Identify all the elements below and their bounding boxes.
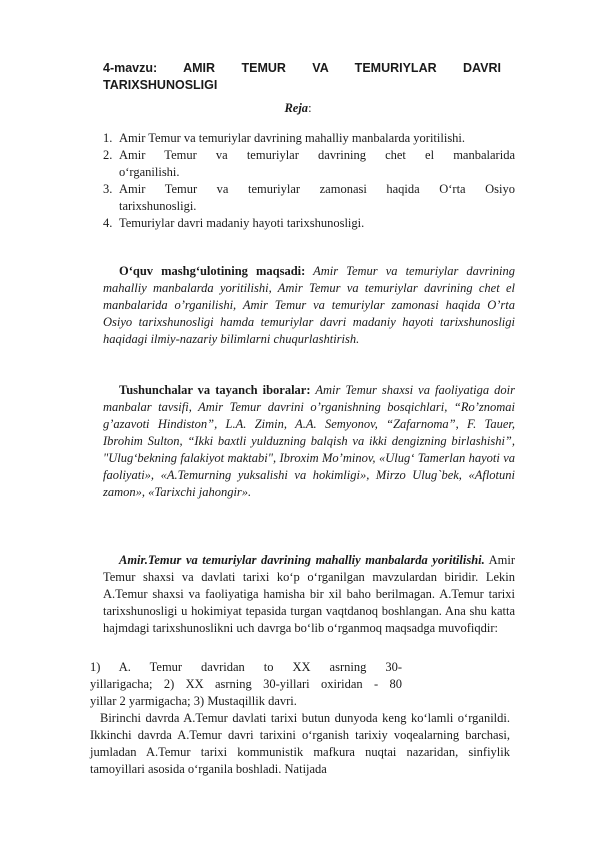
key-terms-paragraph	[103, 382, 515, 501]
plan-item-number: 4.	[103, 216, 113, 230]
periods-line: yillar 2 yarmigacha; 3) Mustaqillik davri.	[90, 694, 297, 708]
plan-heading-colon: :	[308, 101, 312, 115]
section-heading: Amir.Temur va temuriylar davrining mahalliy manbalarda yoritilishi.	[119, 553, 485, 567]
plan-item-number: 1.	[103, 131, 113, 145]
plan-item-text	[119, 181, 515, 215]
topic-title-line-2: TARIXSHUNOSLIGI	[103, 78, 218, 92]
periods-line: 1) A. Temur davridan to XX asrning 30-	[90, 660, 402, 674]
closing-text: Birinchi davrda A.Temur davlati tarixi butun dunyoda keng ko‘lamli o‘rganildi. Ikkinchi davrda A.Temur davri tarixini o‘rganish tarixiy voqealarning barchasi, jumladan A.Temur tarixi kommunistik mafkura nuqtai nazaridan, sinfiylik tamoyillari asosida o‘rganila boshladi. Natijada	[90, 711, 510, 776]
plan-item-text	[119, 215, 515, 232]
lesson-goal-text: Amir Temur va temuriylar davrining mahalliy manbalarda yoritilishi, Amir Temur va temuriylar davrining chet el manbalarida o’rganilishi, Amir Temur va temuriylar zamonasi haqida O’rta Osiyo tarixshunosligi hamda temuriylar davri madaniy hayoti tarixshunosligi haqidagi ilmiy-nazariy bilimlarni chuqurlashtirish.	[103, 264, 516, 346]
plan-item-line: tarixshunosligi.	[119, 199, 197, 213]
plan-item-line: Temuriylar davri madaniy hayoti tarixshunosligi.	[119, 216, 365, 230]
plan-item-text	[119, 130, 515, 147]
plan-item-line: o‘rganilishi.	[119, 165, 180, 179]
key-terms-text: Amir Temur shaxsi va faoliyatiga doir manbalar tavsifi, Amir Temur davrini o’rganishning bosqichlari, “Ro’znomai g’azavoti Hindiston”, L.A. Zimin, A.A. Semyonov, “Zafarnoma”, F. Tauer, Ibrohim Sulton, “Ikki baxtli yulduzning balqish va ikki dengizning birlashishi”, "Ulug‘bekning falakiyot maktabi", Ibroxim Mo’minov, «Ulug‘ Tamerlan hayoti va faoliyati», «A.Temurning yuksalishi va hokimligi», Mirzo Ulug`bek, «Aflotuni zamon», «Tarixchi jahongir».	[103, 383, 516, 499]
topic-title-line-1: 4-mavzu: AMIR TEMUR VA TEMURIYLAR DAVRI	[103, 61, 501, 75]
plan-item-line: Amir Temur va temuriylar davrining mahalliy manbalarda yoritilishi.	[119, 131, 466, 145]
plan-item-number: 3.	[103, 182, 113, 196]
plan-list	[103, 130, 515, 232]
lesson-goal-label: O‘quv mashg‘ulotining maqsadi:	[119, 264, 306, 278]
plan-item-text	[119, 147, 515, 181]
periods-paragraph	[90, 659, 402, 710]
plan-item-line: Amir Temur va temuriylar davrining chet el manbalarida	[119, 148, 515, 162]
section-text: Amir Temur shaxsi va davlati tarixi ko‘p o‘rganilgan mavzulardan biridir. Lekin A.Temur shaxsi va faoliyatiga hamisha bir xil baho berilmagan. A.Temur tarixi tarixshunosligi u hokimiyat tepasida turgan vaqtdanoq boshlangan. Ana shu katta hajmdagi tarixshunoslikni uch davrga bo‘lib o‘rganmoq maqsadga muvofiqdir:	[103, 553, 516, 635]
plan-heading-label: Reja	[284, 101, 309, 115]
key-terms-label: Tushunchalar va tayanch iboralar:	[119, 383, 311, 397]
closing-paragraph	[90, 710, 510, 778]
plan-item	[103, 181, 515, 215]
plan-item	[103, 215, 515, 232]
lesson-goal-paragraph	[103, 263, 515, 348]
plan-item-number: 2.	[103, 148, 113, 162]
plan-heading	[0, 100, 596, 117]
plan-item	[103, 147, 515, 181]
section-paragraph	[103, 552, 515, 637]
plan-item	[103, 130, 515, 147]
closing-indent	[90, 711, 100, 725]
plan-item-line: Amir Temur va temuriylar zamonasi haqida O‘rta Osiyo	[119, 182, 515, 196]
topic-title	[103, 60, 501, 94]
periods-line: yillarigacha; 2) XX asrning 30-yillari oxiridan - 80	[90, 677, 402, 691]
